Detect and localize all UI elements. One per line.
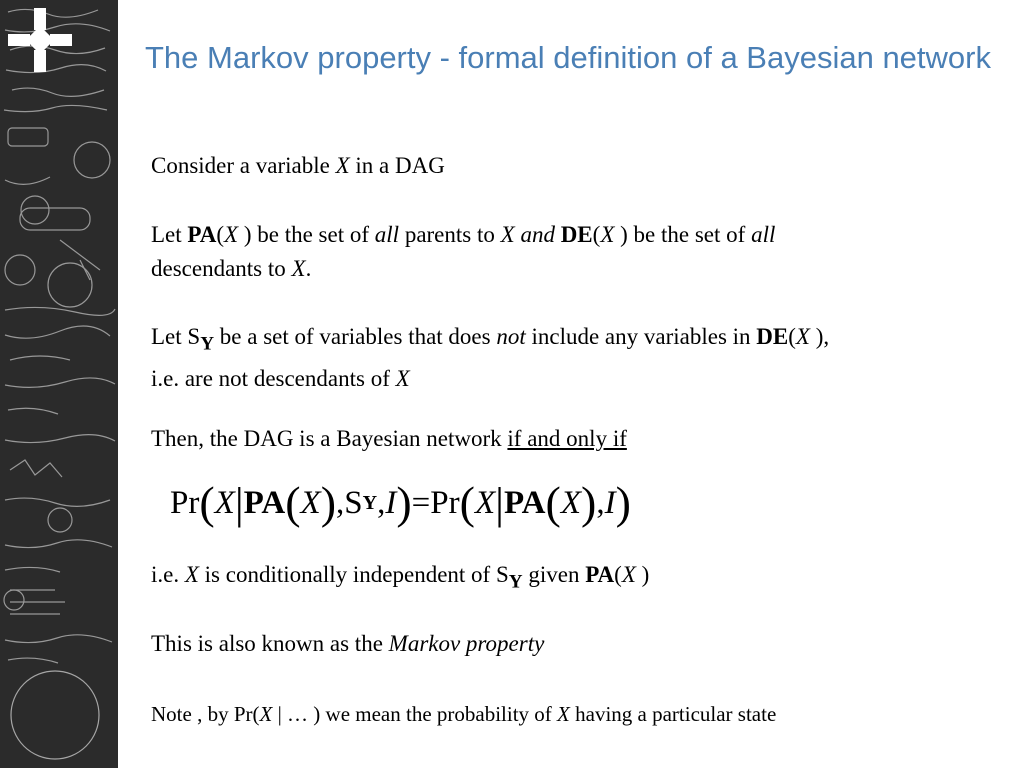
paragraph-markov-property: This is also known as the Markov property <box>151 631 545 656</box>
paragraph-conditional-independence: i.e. X is conditionally independent of $S_Y$ given PA(X ) <box>151 562 650 593</box>
slide-title: The Markov property - formal definition of a Bayesian network <box>145 40 991 75</box>
markov-formula: Pr ( X | PA ( X ) , S Y , I ) = Pr ( X | PA ( X ) , I ) <box>170 476 631 528</box>
paragraph-consider: Consider a variable X in a DAG <box>151 153 445 178</box>
paragraph-note: Note , by Pr(X | … ) we mean the probability of X having a particular state <box>151 702 777 726</box>
paragraph-sy-definition: Let $S_Y$ be a set of variables that does not include any variables in DE(X ), i.e. are not descendants of X <box>151 324 830 391</box>
university-logo-icon <box>0 0 80 80</box>
paragraph-parents-descendants: Let PA(X ) be the set of all parents to X and DE(X ) be the set of all descendants to X. <box>151 222 776 281</box>
paragraph-then: Then, the DAG is a Bayesian network if and only if <box>151 426 627 451</box>
decorative-sidebar <box>0 0 118 768</box>
chalkboard-doodles <box>0 0 118 768</box>
